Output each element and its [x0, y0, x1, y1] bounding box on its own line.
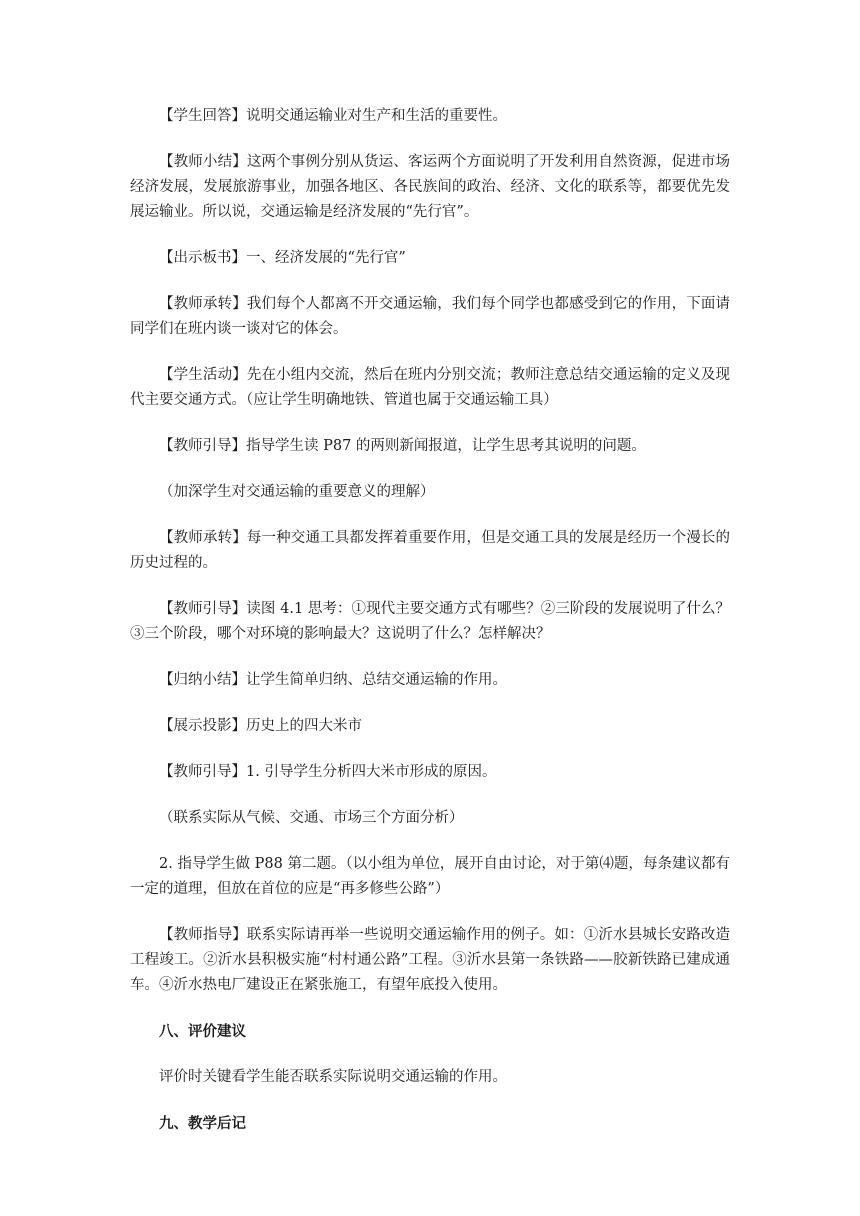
paragraph-teacher-direction [130, 923, 730, 998]
paragraph-student-answer [130, 104, 730, 129]
paragraph-projection [130, 714, 730, 739]
paragraph-teacher-guide [130, 597, 730, 647]
paragraph-text: 1. 引导学生分析四大米市形成的原因。 [246, 764, 497, 780]
paragraph-text: （联系实际从气候、交通、市场三个方面分析） [159, 810, 464, 826]
paragraph-numbered-item [130, 852, 730, 902]
paragraph-text: 指导学生读 P87 的两则新闻报道，让学生思考其说明的问题。 [246, 438, 646, 454]
paragraph-teacher-guide [130, 434, 730, 459]
paragraph-text: 我们每个人都离不开交通运输，我们每个同学也都感受到它的作用，下面请同学们在班内谈一谈对它的体会。 [130, 296, 731, 337]
document-page [130, 104, 730, 1157]
paragraph-tag: 【展示投影】 [159, 718, 246, 734]
paragraph-text: 让学生简单归纳、总结交通运输的作用。 [246, 672, 507, 688]
paragraph-tag: 【学生活动】 [159, 367, 247, 383]
paragraph-evaluation-text: 评价时关键看学生能否联系实际说明交通运输的作用。 [159, 1069, 507, 1085]
section-heading-evaluation: 八、评价建议 [159, 1023, 246, 1040]
paragraph-text: 先在小组内交流，然后在班内分别交流；教师注意总结交通运输的定义及现代主要交通方式。（应让学生明确地铁、管道也属于交通运输工具） [130, 367, 731, 408]
paragraph-tag: 【教师引导】 [159, 601, 247, 617]
paragraph-teacher-transition [130, 526, 730, 576]
paragraph-tag: 【教师引导】 [159, 438, 246, 454]
paragraph-text: 说明交通运输业对生产和生活的重要性。 [246, 108, 507, 124]
paragraph-tag: 【教师小结】 [159, 154, 247, 170]
paragraph-tag: 【归纳小结】 [159, 672, 246, 688]
paragraph-text: 2. 指导学生做 P88 第二题。（以小组为单位，展开自由讨论，对于第⑷题，每条建议都有一定的道理，但放在首位的应是“再多修些公路”） [130, 856, 730, 897]
paragraph-tag: 【教师引导】 [159, 764, 246, 780]
paragraph-tag: 【教师承转】 [159, 530, 247, 546]
paragraph-note [130, 806, 730, 831]
paragraph-text: 读图 4.1 思考：①现代主要交通方式有哪些？②三阶段的发展说明了什么？③三个阶段，哪个对环境的影响最大？这说明了什么？怎样解决？ [130, 601, 731, 642]
paragraph-teacher-transition [130, 292, 730, 342]
paragraph-note [130, 480, 730, 505]
paragraph-text: 每一种交通工具都发挥着重要作用，但是交通工具的发展是经历一个漫长的历史过程的。 [130, 530, 731, 571]
paragraph-tag: 【学生回答】 [159, 108, 246, 124]
paragraph-tag: 【教师指导】 [159, 927, 247, 943]
paragraph-board-writing [130, 246, 730, 271]
paragraph-student-activity [130, 363, 730, 413]
paragraph-tag: 【出示板书】 [159, 250, 246, 266]
paragraph-text: （加深学生对交通运输的重要意义的理解） [159, 484, 435, 500]
paragraph-teacher-summary [130, 150, 730, 225]
paragraph-text: 历史上的四大米市 [246, 718, 362, 734]
paragraph-text: 联系实际请再举一些说明交通运输作用的例子。如：①沂水县城长安路改造工程竣工。②沂水县积极实施“村村通公路”工程。③沂水县第一条铁路——胶新铁路已建成通车。④沂水热电厂建设正在紧张施工，有望年底投入使用。 [130, 927, 731, 993]
paragraph-conclusion [130, 668, 730, 693]
paragraph-text: 一、经济发展的“先行官” [246, 250, 406, 266]
paragraph-text: 这两个事例分别从货运、客运两个方面说明了开发利用自然资源，促进市场经济发展，发展旅游事业，加强各地区、各民族间的政治、经济、文化的联系等，都要优先发展运输业。所以说，交通运输是经济发展的“先行官”。 [130, 154, 731, 220]
paragraph-teacher-guide [130, 760, 730, 785]
paragraph-tag: 【教师承转】 [159, 296, 247, 312]
section-heading-postscript: 九、教学后记 [159, 1115, 246, 1132]
